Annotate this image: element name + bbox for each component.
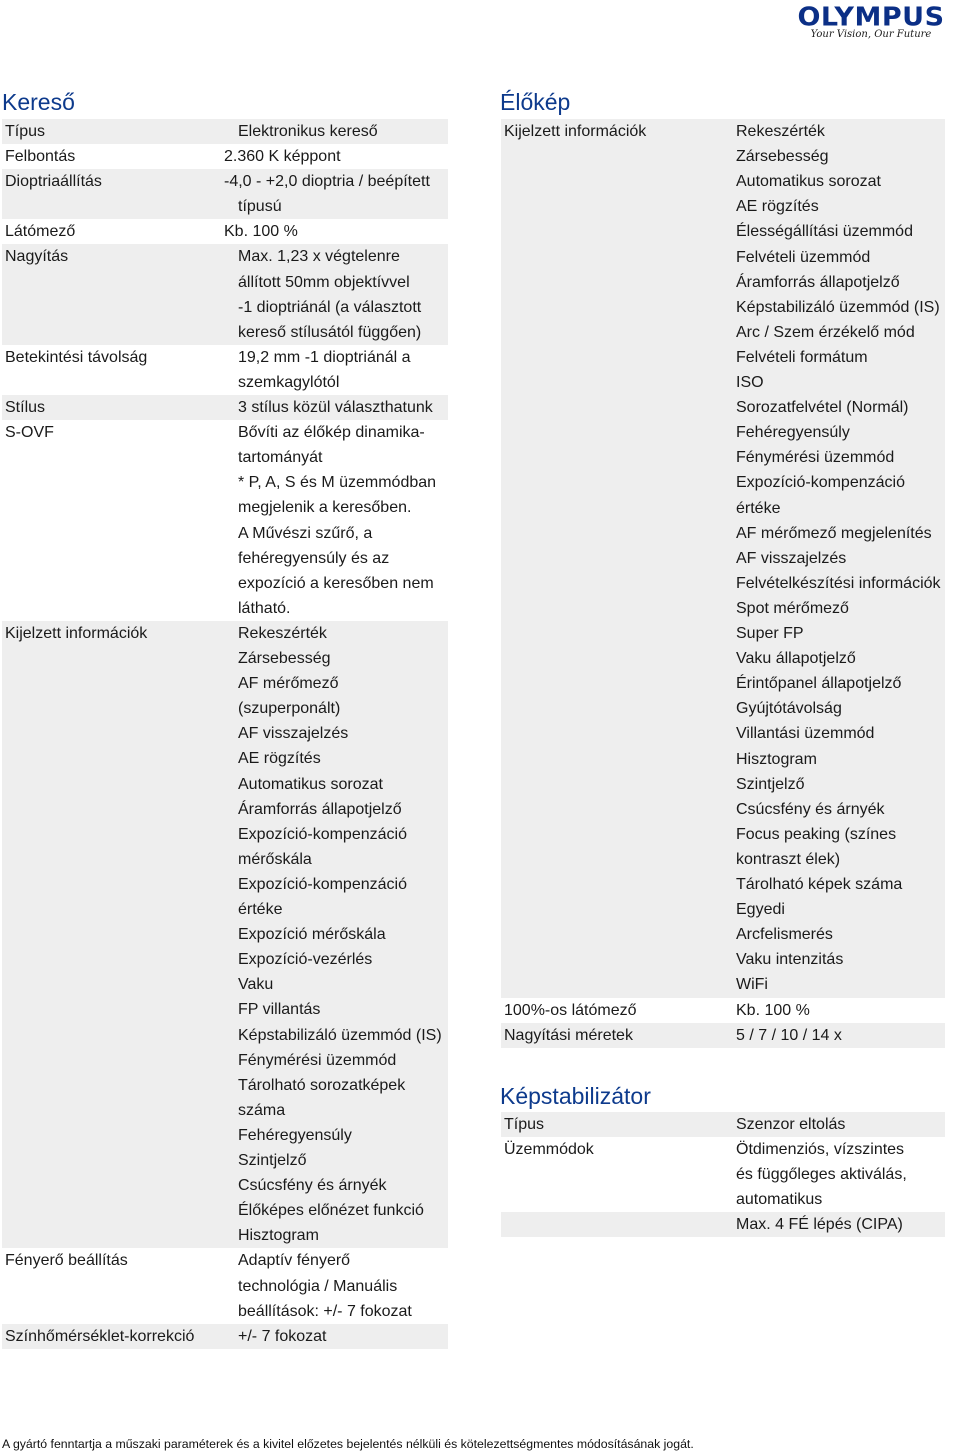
spec-label: Betekintési távolság — [5, 348, 148, 366]
spec-value: Fénymérési üzemmód — [238, 1051, 397, 1069]
spec-label: Kijelzett információk — [5, 624, 148, 642]
spec-row — [2, 345, 448, 395]
spec-value: -1 dioptriánál (a választott — [238, 298, 422, 316]
spec-value: Élőképes előnézet funkció — [238, 1202, 424, 1220]
footer-disclaimer: A gyártó fenntartja a műszaki paraméterek és a kivitel előzetes bejelentés nélküli és kötelezettségmentes módosításának jogát. — [2, 1437, 694, 1451]
spec-value: Hisztogram — [736, 750, 817, 768]
spec-label: Stílus — [5, 399, 46, 417]
spec-value: Zársebesség — [736, 148, 829, 166]
spec-value: Fénymérési üzemmód — [736, 449, 895, 467]
spec-label: Nagyítás — [5, 248, 69, 266]
spec-value: Max. 1,23 x végtelenre — [238, 248, 400, 266]
spec-label: Nagyítási méretek — [504, 1026, 633, 1044]
spec-value: Automatikus sorozat — [238, 775, 383, 793]
spec-value: * P, A, S és M üzemmódban — [238, 474, 437, 492]
spec-value: száma — [238, 1101, 286, 1119]
spec-value: Tárolható sorozatképek — [238, 1076, 406, 1094]
elokep-spec-table — [501, 119, 945, 1048]
spec-value: WiFi — [736, 976, 768, 994]
spec-row — [2, 395, 448, 420]
spec-value: kereső stílusától függően) — [238, 323, 422, 341]
spec-value: 19,2 mm -1 dioptriánál a — [238, 348, 411, 366]
spec-value: Expozíció-kompenzáció — [238, 875, 407, 893]
spec-value: Focus peaking (színes — [736, 825, 897, 843]
spec-row — [2, 1324, 448, 1349]
spec-value: állított 50mm objektívvel — [238, 273, 410, 291]
spec-value: értéke — [238, 901, 283, 919]
spec-row — [501, 1137, 945, 1212]
spec-value: és függőleges aktiválás, — [736, 1166, 907, 1184]
spec-value: Super FP — [736, 625, 804, 642]
logo-brand: OLYMPUS — [797, 2, 945, 33]
spec-row — [501, 119, 945, 998]
spec-value: FP villantás — [238, 1001, 321, 1019]
spec-value: Sorozatfelvétel (Normál) — [736, 399, 909, 417]
spec-value: Ötdimenziós, vízszintes — [736, 1141, 905, 1159]
spec-row — [2, 144, 448, 169]
spec-value: AF mérőmező — [238, 675, 339, 693]
spec-value: Szintjelző — [238, 1152, 307, 1170]
spec-value: Tárolható képek száma — [736, 876, 903, 893]
spec-label: Üzemmódok — [504, 1141, 594, 1159]
spec-value: Arc / Szem érzékelő mód — [736, 323, 915, 341]
spec-value: +/- 7 fokozat — [238, 1327, 327, 1345]
spec-value: megjelenik a keresőben. — [238, 499, 412, 517]
spec-value: Áramforrás állapotjelző — [238, 800, 402, 818]
spec-value: Felvételi formátum — [736, 348, 868, 366]
spec-value: Fehéregyensúly — [238, 1126, 352, 1144]
spec-row — [2, 169, 448, 219]
spec-value: 2.360 K képpont — [224, 148, 341, 166]
section-title-kereso: Kereső — [2, 89, 75, 115]
spec-value: AF mérőmező megjelenítés — [736, 524, 932, 542]
spec-value: ISO — [736, 374, 764, 391]
spec-row — [501, 1212, 945, 1237]
spec-value: Kb. 100 % — [736, 1001, 810, 1019]
spec-value: mérőskála — [238, 850, 312, 868]
spec-value: fehéregyensúly és az — [238, 549, 390, 567]
spec-value: Kb. 100 % — [224, 223, 298, 241]
spec-value: Bővíti az élőkép dinamika- — [238, 424, 425, 442]
spec-value: Max. 4 FÉ lépés (CIPA) — [736, 1216, 903, 1234]
spec-value: Élességállítási üzemmód — [736, 223, 913, 241]
spec-row — [2, 621, 448, 1249]
spec-row — [501, 1023, 945, 1048]
spec-row — [501, 998, 945, 1023]
spec-label: Típus — [504, 1116, 545, 1133]
spec-value: 5 / 7 / 10 / 14 x — [736, 1026, 842, 1044]
spec-row — [2, 244, 448, 344]
spec-value: Vaku — [238, 976, 274, 994]
spec-row — [2, 1248, 448, 1323]
spec-value: A Művészi szűrő, a — [238, 524, 373, 542]
spec-value: értéke — [736, 499, 781, 517]
spec-value: Érintőpanel állapotjelző — [736, 675, 902, 693]
spec-value: AF visszajelzés — [736, 549, 847, 567]
spec-value: technológia / Manuális — [238, 1277, 398, 1295]
logo-tagline: Your Vision, Our Future — [810, 29, 932, 40]
spec-value: Vaku intenzitás — [736, 951, 844, 969]
spec-label: Kijelzett információk — [504, 123, 647, 140]
spec-value: szemkagylótól — [238, 373, 340, 391]
spec-value: Hisztogram — [238, 1227, 319, 1245]
spec-label: Színhőmérséklet-korrekció — [5, 1327, 195, 1345]
spec-value: Fehéregyensúly — [736, 424, 850, 442]
spec-label: Dioptriaállítás — [5, 173, 102, 191]
spec-value: tartományát — [238, 449, 323, 467]
spec-value: Adaptív fényerő — [238, 1252, 351, 1270]
olympus-logo — [788, 2, 954, 40]
spec-value: Szenzor eltolás — [736, 1116, 846, 1133]
spec-value: 3 stílus közül választhatunk — [238, 399, 433, 417]
spec-value: Vaku állapotjelző — [736, 650, 856, 668]
spec-value: kontraszt élek) — [736, 850, 841, 868]
spec-value: Csúcsfény és árnyék — [238, 1177, 387, 1195]
spec-value: Rekeszérték — [736, 123, 825, 140]
spec-value: Felvételkészítési információk — [736, 574, 941, 592]
spec-value: Gyújtótávolság — [736, 700, 842, 718]
spec-value: Áramforrás állapotjelző — [736, 273, 900, 291]
spec-label: Típus — [5, 123, 46, 140]
spec-row — [2, 119, 448, 144]
spec-value: Egyedi — [736, 901, 785, 919]
spec-row — [501, 1112, 945, 1137]
spec-label: S-OVF — [5, 424, 54, 442]
spec-value: típusú — [238, 198, 282, 216]
spec-label: Fényerő beállítás — [5, 1252, 128, 1270]
spec-value: Szintjelző — [736, 775, 805, 793]
section-title-kepstabilizator: Képstabilizátor — [500, 1083, 651, 1109]
spec-value: (szuperponált) — [238, 700, 341, 718]
section-title-elokep: Élőkép — [500, 89, 571, 115]
spec-value: Villantási üzemmód — [736, 725, 875, 743]
spec-value: Elektronikus kereső — [238, 123, 378, 140]
spec-value: AE rögzítés — [736, 198, 819, 216]
spec-row — [2, 219, 448, 244]
spec-value: automatikus — [736, 1191, 823, 1209]
spec-value: beállítások: +/- 7 fokozat — [238, 1302, 412, 1320]
spec-value: Expozíció-vezérlés — [238, 951, 373, 969]
spec-value: Spot mérőmező — [736, 599, 849, 617]
spec-label: Felbontás — [5, 148, 76, 166]
spec-value: expozíció a keresőben nem — [238, 574, 434, 592]
spec-value: Zársebesség — [238, 650, 331, 668]
spec-value: látható. — [238, 599, 291, 617]
spec-value: Automatikus sorozat — [736, 173, 881, 191]
spec-label: 100%-os látómező — [504, 1001, 637, 1019]
kereso-spec-table — [2, 119, 448, 1349]
spec-value: Képstabilizáló üzemmód (IS) — [736, 298, 940, 316]
spec-value: Csúcsfény és árnyék — [736, 800, 885, 818]
spec-value: Képstabilizáló üzemmód (IS) — [238, 1026, 442, 1044]
spec-value: Felvételi üzemmód — [736, 248, 871, 266]
spec-value: Arcfelismerés — [736, 926, 833, 944]
spec-value: AE rögzítés — [238, 750, 321, 768]
spec-row — [2, 420, 448, 621]
spec-value: Rekeszérték — [238, 624, 327, 642]
spec-value: Expozíció-kompenzáció — [736, 474, 905, 492]
spec-value: Expozíció-kompenzáció — [238, 825, 407, 843]
kepstabilizator-spec-table — [501, 1112, 945, 1237]
spec-value: AF visszajelzés — [238, 725, 349, 743]
spec-value: Expozíció mérőskála — [238, 926, 386, 944]
spec-value: -4,0 - +2,0 dioptria / beépített — [224, 173, 430, 191]
spec-label: Látómező — [5, 223, 76, 241]
